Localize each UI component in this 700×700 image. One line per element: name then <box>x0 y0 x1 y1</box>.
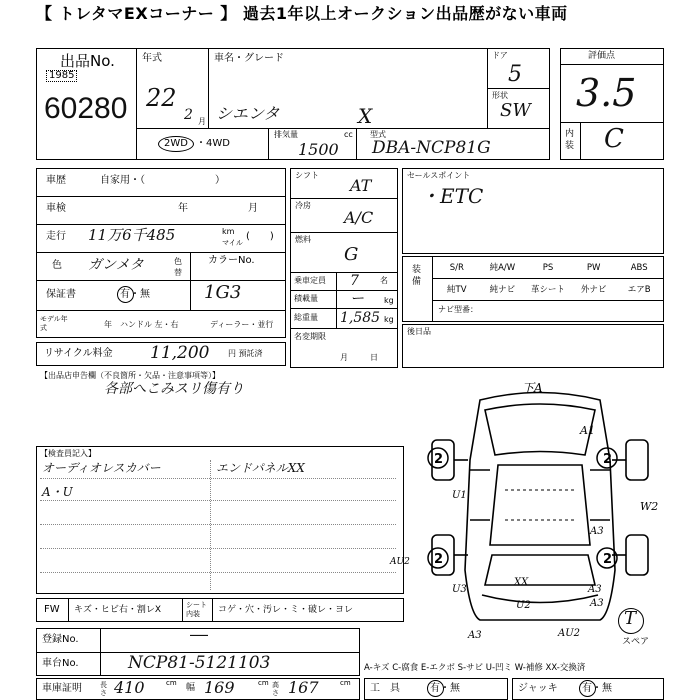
equipment-option: 純A/W <box>489 263 516 273</box>
recycle-suffix: 円 預託済 <box>228 349 263 358</box>
shift-label: シフト <box>295 171 319 180</box>
chassis-label: 車台No. <box>42 658 79 669</box>
sales-value: ・ETC <box>420 184 484 208</box>
score-label: 評価点 <box>588 51 616 61</box>
diagram-mark-2: 2 <box>434 452 444 467</box>
displacement-value: 1500 <box>298 140 339 159</box>
lot-number: 60280 <box>44 92 128 125</box>
color-value: ガンメタ <box>88 257 144 273</box>
equipment-option: 革シート <box>530 285 565 295</box>
handle-label: ハンドル 左・右 <box>120 320 179 329</box>
equipment-option: ABS <box>630 263 648 273</box>
model-year-label: モデル年式 <box>40 315 68 332</box>
car-diagram <box>390 370 670 641</box>
recycle-value: 11,200 <box>150 343 210 363</box>
inspection-label: 車検 <box>46 203 66 214</box>
tools-value: 有・無 <box>430 683 460 694</box>
spare-value: T <box>624 608 637 629</box>
capacity-value: 7 <box>350 273 359 289</box>
jack-circle <box>579 680 596 697</box>
year-label: 年式 <box>142 53 162 64</box>
equipment-label: 装備 <box>412 265 422 287</box>
length-value: 410 <box>114 678 145 697</box>
equipment-option: 外ナビ <box>580 285 607 295</box>
interior-label: 内装 <box>565 129 575 151</box>
load-label: 積載量 <box>294 294 318 303</box>
diagram-mark-13: U2 <box>516 600 531 611</box>
equipment-option: PS <box>542 263 554 273</box>
jack-label: ジャッキ <box>518 683 558 694</box>
color-label: 色 <box>52 260 62 271</box>
warranty-value: 有・無 <box>120 289 150 300</box>
gross-value: 1,585 <box>340 310 381 326</box>
length-unit: cm <box>166 679 177 687</box>
diagram-mark-3: 2 <box>603 452 613 467</box>
lot-label: 出品No. <box>60 52 115 70</box>
capacity-label: 乗車定員 <box>294 276 326 285</box>
inspection-year: 年 <box>178 203 188 214</box>
doors-label: ドア <box>492 51 508 60</box>
details-block <box>36 168 286 338</box>
drive-2wd: 2WD <box>164 138 188 149</box>
warranty-label: 保証書 <box>46 289 76 300</box>
load-unit: kg <box>384 296 394 305</box>
color-no-value: 1G3 <box>204 282 242 303</box>
diagram-mark-10: 2 <box>603 552 613 567</box>
jack-value: 有・無 <box>582 683 612 694</box>
shift-value: AT <box>350 176 372 195</box>
history-value: 自家用・（ ） <box>100 175 225 186</box>
banner-title: 【 トレタマEXコーナー 】 過去1年以上オークション出品歴がない車両 <box>36 4 568 23</box>
declaration-text: 各部へこみスリ傷有り <box>104 381 244 397</box>
width-unit: cm <box>258 679 269 687</box>
score-value: 3.5 <box>576 71 637 115</box>
name-label: 車名・グレード <box>214 53 284 64</box>
sales-label: セールスポイント <box>407 171 471 180</box>
mileage-value: 11万6千485 <box>88 226 176 244</box>
spare-label: スペア <box>622 637 650 647</box>
lot-year: 1985 <box>46 70 77 82</box>
history-label: 車歴 <box>46 175 66 186</box>
mileage-unit-mile: マイル <box>222 239 243 247</box>
fuel-value: G <box>344 244 359 265</box>
navi-label: ナビ型番： <box>438 305 478 314</box>
color-no-label: カラーNo. <box>208 255 255 266</box>
equipment-option: PW <box>586 263 601 273</box>
load-value: ー <box>350 291 364 307</box>
fw-label: FW <box>44 604 60 615</box>
doors-value: 5 <box>508 62 522 87</box>
diagram-mark-15: AU2 <box>558 628 581 639</box>
color-change-label: 色替 <box>174 257 182 277</box>
mileage-paren: ( ) <box>246 231 274 242</box>
ac-value: A/C <box>344 208 374 227</box>
legend: A-キズ C-腐食 E-エクボ S-サビ U-凹ミ W-補修 XX-交換済 <box>364 663 586 673</box>
regchange-suffix: 月日 <box>340 353 400 362</box>
fuel-label: 燃料 <box>295 235 311 244</box>
diagram-mark-14: A3 <box>468 630 482 641</box>
model-value: DBA-NCP81G <box>372 138 491 158</box>
recycle-label: リサイクル料金 <box>44 348 113 359</box>
diagram-mark-16: AU2 <box>390 557 410 567</box>
model-year-suffix: 年 <box>104 320 112 329</box>
height-label: 高さ <box>272 681 279 697</box>
tools-label: 工具 <box>370 683 410 694</box>
dims-label: 車庫証明 <box>42 683 82 694</box>
equipment-option: エアB <box>627 285 651 295</box>
drive-4wd: ・4WD <box>196 138 230 149</box>
length-label: 長さ <box>100 681 107 697</box>
height-unit: cm <box>340 679 351 687</box>
displacement-unit: cc <box>344 130 353 139</box>
inspector-note-1: オーディオレスカバー <box>42 461 161 475</box>
year-value: 22 <box>146 84 177 112</box>
chassis-value: NCP81-5121103 <box>128 653 271 673</box>
diagram-mark-11: U3 <box>452 584 467 595</box>
diagram-mark-1: A1 <box>580 424 595 437</box>
diagram-front-label: 下A <box>522 381 543 395</box>
diagram-mark-7: A3 <box>588 584 602 595</box>
inspector-note-2: エンドパネルXX <box>216 461 305 475</box>
diagram-mark-6: A3 <box>590 526 604 537</box>
grade-mark: X <box>358 104 373 128</box>
mileage-unit-km: km <box>222 227 235 236</box>
tools-circle <box>427 680 444 697</box>
name-value: シエンタ <box>216 104 280 123</box>
sales-block <box>402 168 664 254</box>
fw-options: キズ・ヒビ右・割レX <box>74 605 161 615</box>
inspector-label: 【検査員記入】 <box>40 449 96 458</box>
gross-label: 総重量 <box>294 313 318 322</box>
dealer-label: ディーラー・並行 <box>210 320 274 329</box>
interior-value: C <box>604 124 624 154</box>
reg-no-value: ― <box>190 624 208 645</box>
sheet-label: シート内装 <box>186 601 207 618</box>
diagram-mark-5: W2 <box>640 500 659 513</box>
ac-label: 冷房 <box>295 201 311 210</box>
equipment-option: S/R <box>449 263 464 273</box>
warranty-circle <box>117 286 134 303</box>
width-value: 169 <box>204 678 235 697</box>
displacement-label: 排気量 <box>274 130 298 139</box>
sheet-options: コゲ・穴・汚レ・ミ・破レ・ヨレ <box>218 605 354 615</box>
diagram-mark-9: 2 <box>434 552 444 567</box>
regchange-label: 名変期限 <box>294 332 326 341</box>
inspection-month: 月 <box>248 203 258 214</box>
model-label: 型式 <box>370 130 386 139</box>
shape-value: SW <box>500 100 531 121</box>
width-label: 幅 <box>186 683 196 693</box>
equipment-option: 純TV <box>447 285 467 295</box>
entry-label: 後日品 <box>407 327 431 336</box>
entry-block <box>402 324 664 368</box>
month-suffix: 月 <box>198 117 206 126</box>
declaration-label: 【出品店申告欄（不良箇所・欠品・注意事項等）】 <box>40 371 220 380</box>
diagram-mark-4: U1 <box>452 490 467 501</box>
capacity-unit: 名 <box>380 276 388 285</box>
inspector-note-3: A・U <box>42 485 73 499</box>
gross-unit: kg <box>384 315 394 324</box>
month-value: 2 <box>184 107 193 123</box>
diagram-mark-8: A3 <box>590 598 604 609</box>
equipment-option: 純ナビ <box>489 285 516 295</box>
shape-label: 形状 <box>492 91 508 100</box>
reg-no-label: 登録No. <box>42 634 79 645</box>
mileage-label: 走行 <box>46 231 66 242</box>
height-value: 167 <box>288 678 319 697</box>
diagram-mark-12: XX <box>514 577 529 588</box>
